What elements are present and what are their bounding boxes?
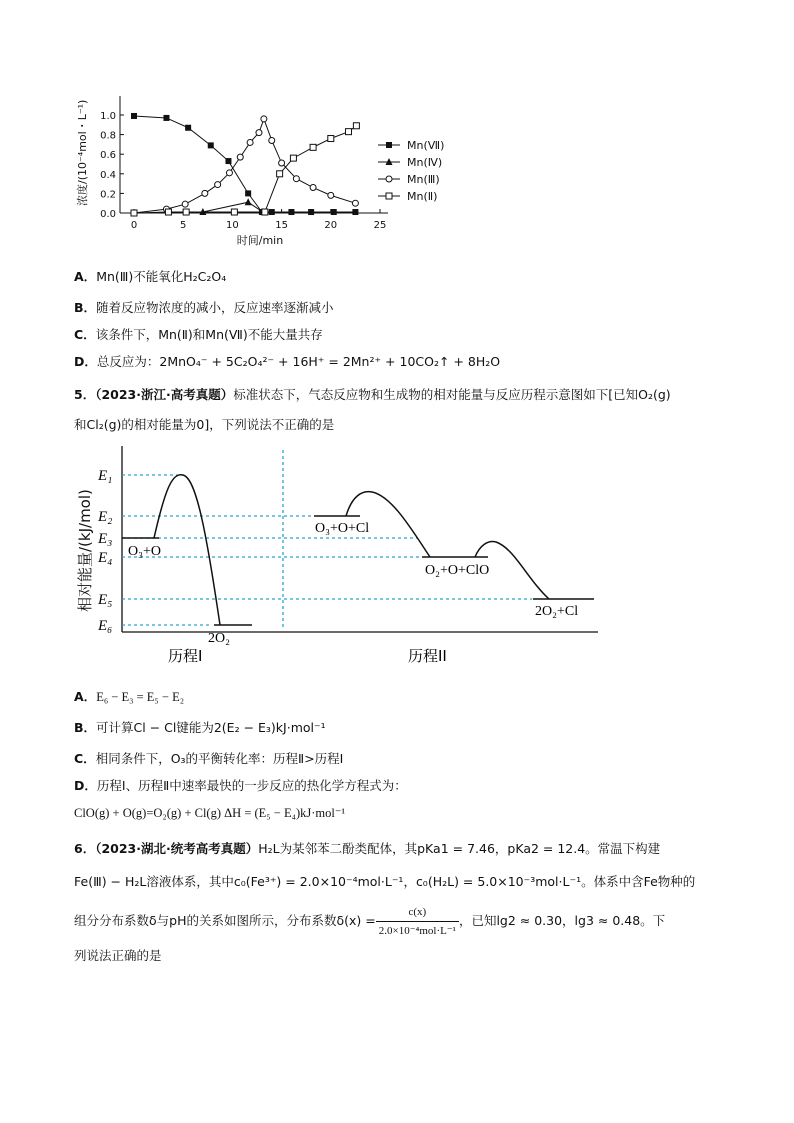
species-o3-o: O₃+O xyxy=(128,544,161,559)
option-letter: C． xyxy=(74,327,96,342)
series-line-2 xyxy=(134,119,355,213)
q5-stem-line1 xyxy=(74,386,671,404)
legend-marker xyxy=(386,193,392,199)
legend-entry: Mn(Ⅳ) xyxy=(407,156,443,169)
label-path2: 历程II xyxy=(408,647,447,665)
question-stem: ，已知lg2 ≈ 0.30，lg3 ≈ 0.48。下 xyxy=(458,913,666,928)
data-point-series-0 xyxy=(163,115,169,121)
legend-entry: Mn(Ⅲ) xyxy=(407,173,440,186)
data-point-series-0 xyxy=(308,209,314,215)
data-point-series-0 xyxy=(288,209,294,215)
chart1-x-axis-label: 时间/min xyxy=(236,234,284,247)
data-point-series-2 xyxy=(261,116,267,122)
data-point-series-0 xyxy=(185,125,191,131)
data-point-series-3 xyxy=(310,144,316,150)
data-point-series-0 xyxy=(208,142,214,148)
chart1-y-axis-label: 浓度/(10⁻⁴mol・L⁻¹) xyxy=(76,99,89,206)
x-tick-label: 10 xyxy=(226,220,239,231)
data-point-series-2 xyxy=(293,176,299,182)
data-point-series-3 xyxy=(165,209,171,215)
label-e2: E₂ xyxy=(98,509,113,525)
q4-option-b xyxy=(74,299,334,317)
question-number: 5． xyxy=(74,387,96,402)
q6-stem-line4 xyxy=(74,947,162,965)
q5-option-d-equation xyxy=(74,804,345,822)
x-tick-label: 20 xyxy=(324,220,338,231)
q6-stem-line1 xyxy=(74,840,660,858)
q4-option-a xyxy=(74,268,226,286)
data-point-series-3 xyxy=(346,129,352,135)
data-point-series-3 xyxy=(353,123,359,129)
energy-profile-diagram xyxy=(70,440,610,675)
q4-option-c xyxy=(74,326,323,344)
distribution-fraction xyxy=(376,903,459,940)
species-o3-o-cl: O₃+O+Cl xyxy=(315,521,370,536)
label-e6: E₆ xyxy=(98,618,113,634)
data-point-series-0 xyxy=(225,158,231,164)
label-path1: 历程I xyxy=(168,647,203,665)
option-letter: C． xyxy=(74,751,96,766)
legend-entry: Mn(Ⅱ) xyxy=(407,190,438,203)
option-letter: A． xyxy=(74,269,97,284)
option-text: 相同条件下，O₃的平衡转化率：历程Ⅱ>历程Ⅰ xyxy=(95,751,344,766)
option-text: E₆ − E₃ = E₅ − E₂ xyxy=(96,690,185,704)
data-point-series-2 xyxy=(352,200,358,206)
q4-option-d xyxy=(74,353,500,371)
data-point-series-2 xyxy=(269,137,275,143)
x-tick-label: 5 xyxy=(180,220,187,231)
option-text: 历程Ⅰ、历程Ⅱ中速率最快的一步反应的热化学方程式为： xyxy=(96,778,407,793)
option-text: 可计算Cl − Cl键能为2(E₂ − E₃)kJ·mol⁻¹ xyxy=(96,720,326,735)
data-point-series-2 xyxy=(215,182,221,188)
option-letter: D． xyxy=(74,778,97,793)
option-letter: D． xyxy=(74,354,97,369)
concentration-chart xyxy=(60,88,460,260)
data-point-series-0 xyxy=(331,209,337,215)
data-point-series-2 xyxy=(256,130,262,136)
chart1-plot-area xyxy=(75,96,444,247)
option-text: 随着反应物浓度的减小，反应速率逐渐减小 xyxy=(96,300,334,315)
q5-stem-line2 xyxy=(74,416,334,434)
y-tick-label: 1.0 xyxy=(100,111,116,122)
energy-y-label: 相对能量/(kJ/mol) xyxy=(76,489,94,612)
label-e1: E₁ xyxy=(98,468,113,484)
question-stem: 和Cl₂(g)的相对能量为0]，下列说法不正确的是 xyxy=(74,417,335,432)
option-letter: B． xyxy=(74,720,97,735)
legend-marker xyxy=(386,176,392,182)
y-tick-label: 0.4 xyxy=(100,169,116,181)
species-2o2: 2O₂ xyxy=(208,631,230,646)
x-tick-label: 0 xyxy=(130,220,138,231)
y-tick-label: 0.2 xyxy=(100,189,116,201)
data-point-series-2 xyxy=(202,190,208,196)
x-tick-label: 25 xyxy=(373,220,387,231)
data-point-series-3 xyxy=(231,209,237,215)
data-point-series-3 xyxy=(131,210,137,216)
q6-stem-line3 xyxy=(74,904,665,938)
series-line-0 xyxy=(134,116,355,212)
question-source: （2023·湖北·统考高考真题） xyxy=(95,841,259,856)
q5-option-a xyxy=(74,688,184,706)
fraction-numerator: c(x) xyxy=(376,903,459,922)
y-tick-label: 0.0 xyxy=(100,209,116,220)
species-o2-o-clo: O₂+O+ClO xyxy=(425,563,490,578)
legend-entry: Mn(Ⅶ) xyxy=(407,139,445,152)
data-point-series-2 xyxy=(237,154,243,160)
option-letter: A． xyxy=(74,689,97,704)
question-stem: 列说法正确的是 xyxy=(74,948,162,963)
question-stem: 组分分布系数δ与pH的关系如图所示，分布系数δ(x) = xyxy=(74,913,376,928)
data-point-series-2 xyxy=(328,192,334,198)
legend-marker xyxy=(386,142,392,148)
question-stem: H₂L为某邻苯二酚类配体，其pKa1 = 7.46，pKa2 = 12.4。常温下构建 xyxy=(258,841,661,856)
label-e4: E₄ xyxy=(98,550,113,566)
data-point-series-2 xyxy=(226,170,232,176)
y-tick-label: 0.8 xyxy=(100,130,116,142)
option-text: 总反应为：2MnO₄⁻ + 5C₂O₄²⁻ + 16H⁺ = 2Mn²⁺ + 10CO₂↑ + 8H₂O xyxy=(96,354,501,369)
option-text: Mn(Ⅲ)不能氧化H₂C₂O₄ xyxy=(96,269,227,284)
data-point-series-3 xyxy=(277,171,283,177)
q5-option-d xyxy=(74,777,407,795)
data-point-series-2 xyxy=(182,201,188,207)
species-2o2-cl: 2O₂+Cl xyxy=(535,604,579,619)
data-point-series-0 xyxy=(269,209,275,215)
option-text: 该条件下，Mn(Ⅱ)和Mn(Ⅶ)不能大量共存 xyxy=(95,327,323,342)
y-tick-label: 0.6 xyxy=(100,150,116,162)
path1-curve xyxy=(154,475,220,625)
data-point-series-0 xyxy=(245,190,251,196)
q5-option-b xyxy=(74,719,326,737)
q5-option-c xyxy=(74,750,343,768)
data-point-series-2 xyxy=(310,185,316,191)
question-stem: Fe(Ⅲ) − H₂L溶液体系，其中c₀(Fe³⁺) = 2.0×10⁻⁴mol·L⁻¹，c₀(H₂L) = 5.0×10⁻³mol·L⁻¹。体系中含Fe物种的 xyxy=(74,874,696,889)
label-e3: E₃ xyxy=(98,531,113,547)
x-tick-label: 15 xyxy=(275,220,288,231)
data-point-series-3 xyxy=(183,209,189,215)
thermochemical-equation: ClO(g) + O(g)=O₂(g) + Cl(g) ΔH = (E₅ − E₄)kJ·mol⁻¹ xyxy=(74,806,346,820)
data-point-series-3 xyxy=(262,209,268,215)
data-point-series-3 xyxy=(328,136,334,142)
data-point-series-1 xyxy=(245,198,252,205)
fraction-denominator: 2.0×10⁻⁴mol·L⁻¹ xyxy=(378,924,456,937)
series-line-3 xyxy=(134,126,356,213)
option-letter: B． xyxy=(74,300,97,315)
data-point-series-3 xyxy=(290,155,296,161)
label-e5: E₅ xyxy=(98,592,113,608)
data-point-series-0 xyxy=(352,209,358,215)
question-number: 6． xyxy=(74,841,96,856)
data-point-series-2 xyxy=(247,139,253,145)
data-point-series-2 xyxy=(279,160,285,166)
question-stem: 标准状态下，气态反应物和生成物的相对能量与反应历程示意图如下[已知O₂(g) xyxy=(233,387,671,402)
q6-stem-line2 xyxy=(74,873,695,891)
question-source: （2023·浙江·高考真题） xyxy=(95,387,234,402)
data-point-series-0 xyxy=(131,113,137,119)
